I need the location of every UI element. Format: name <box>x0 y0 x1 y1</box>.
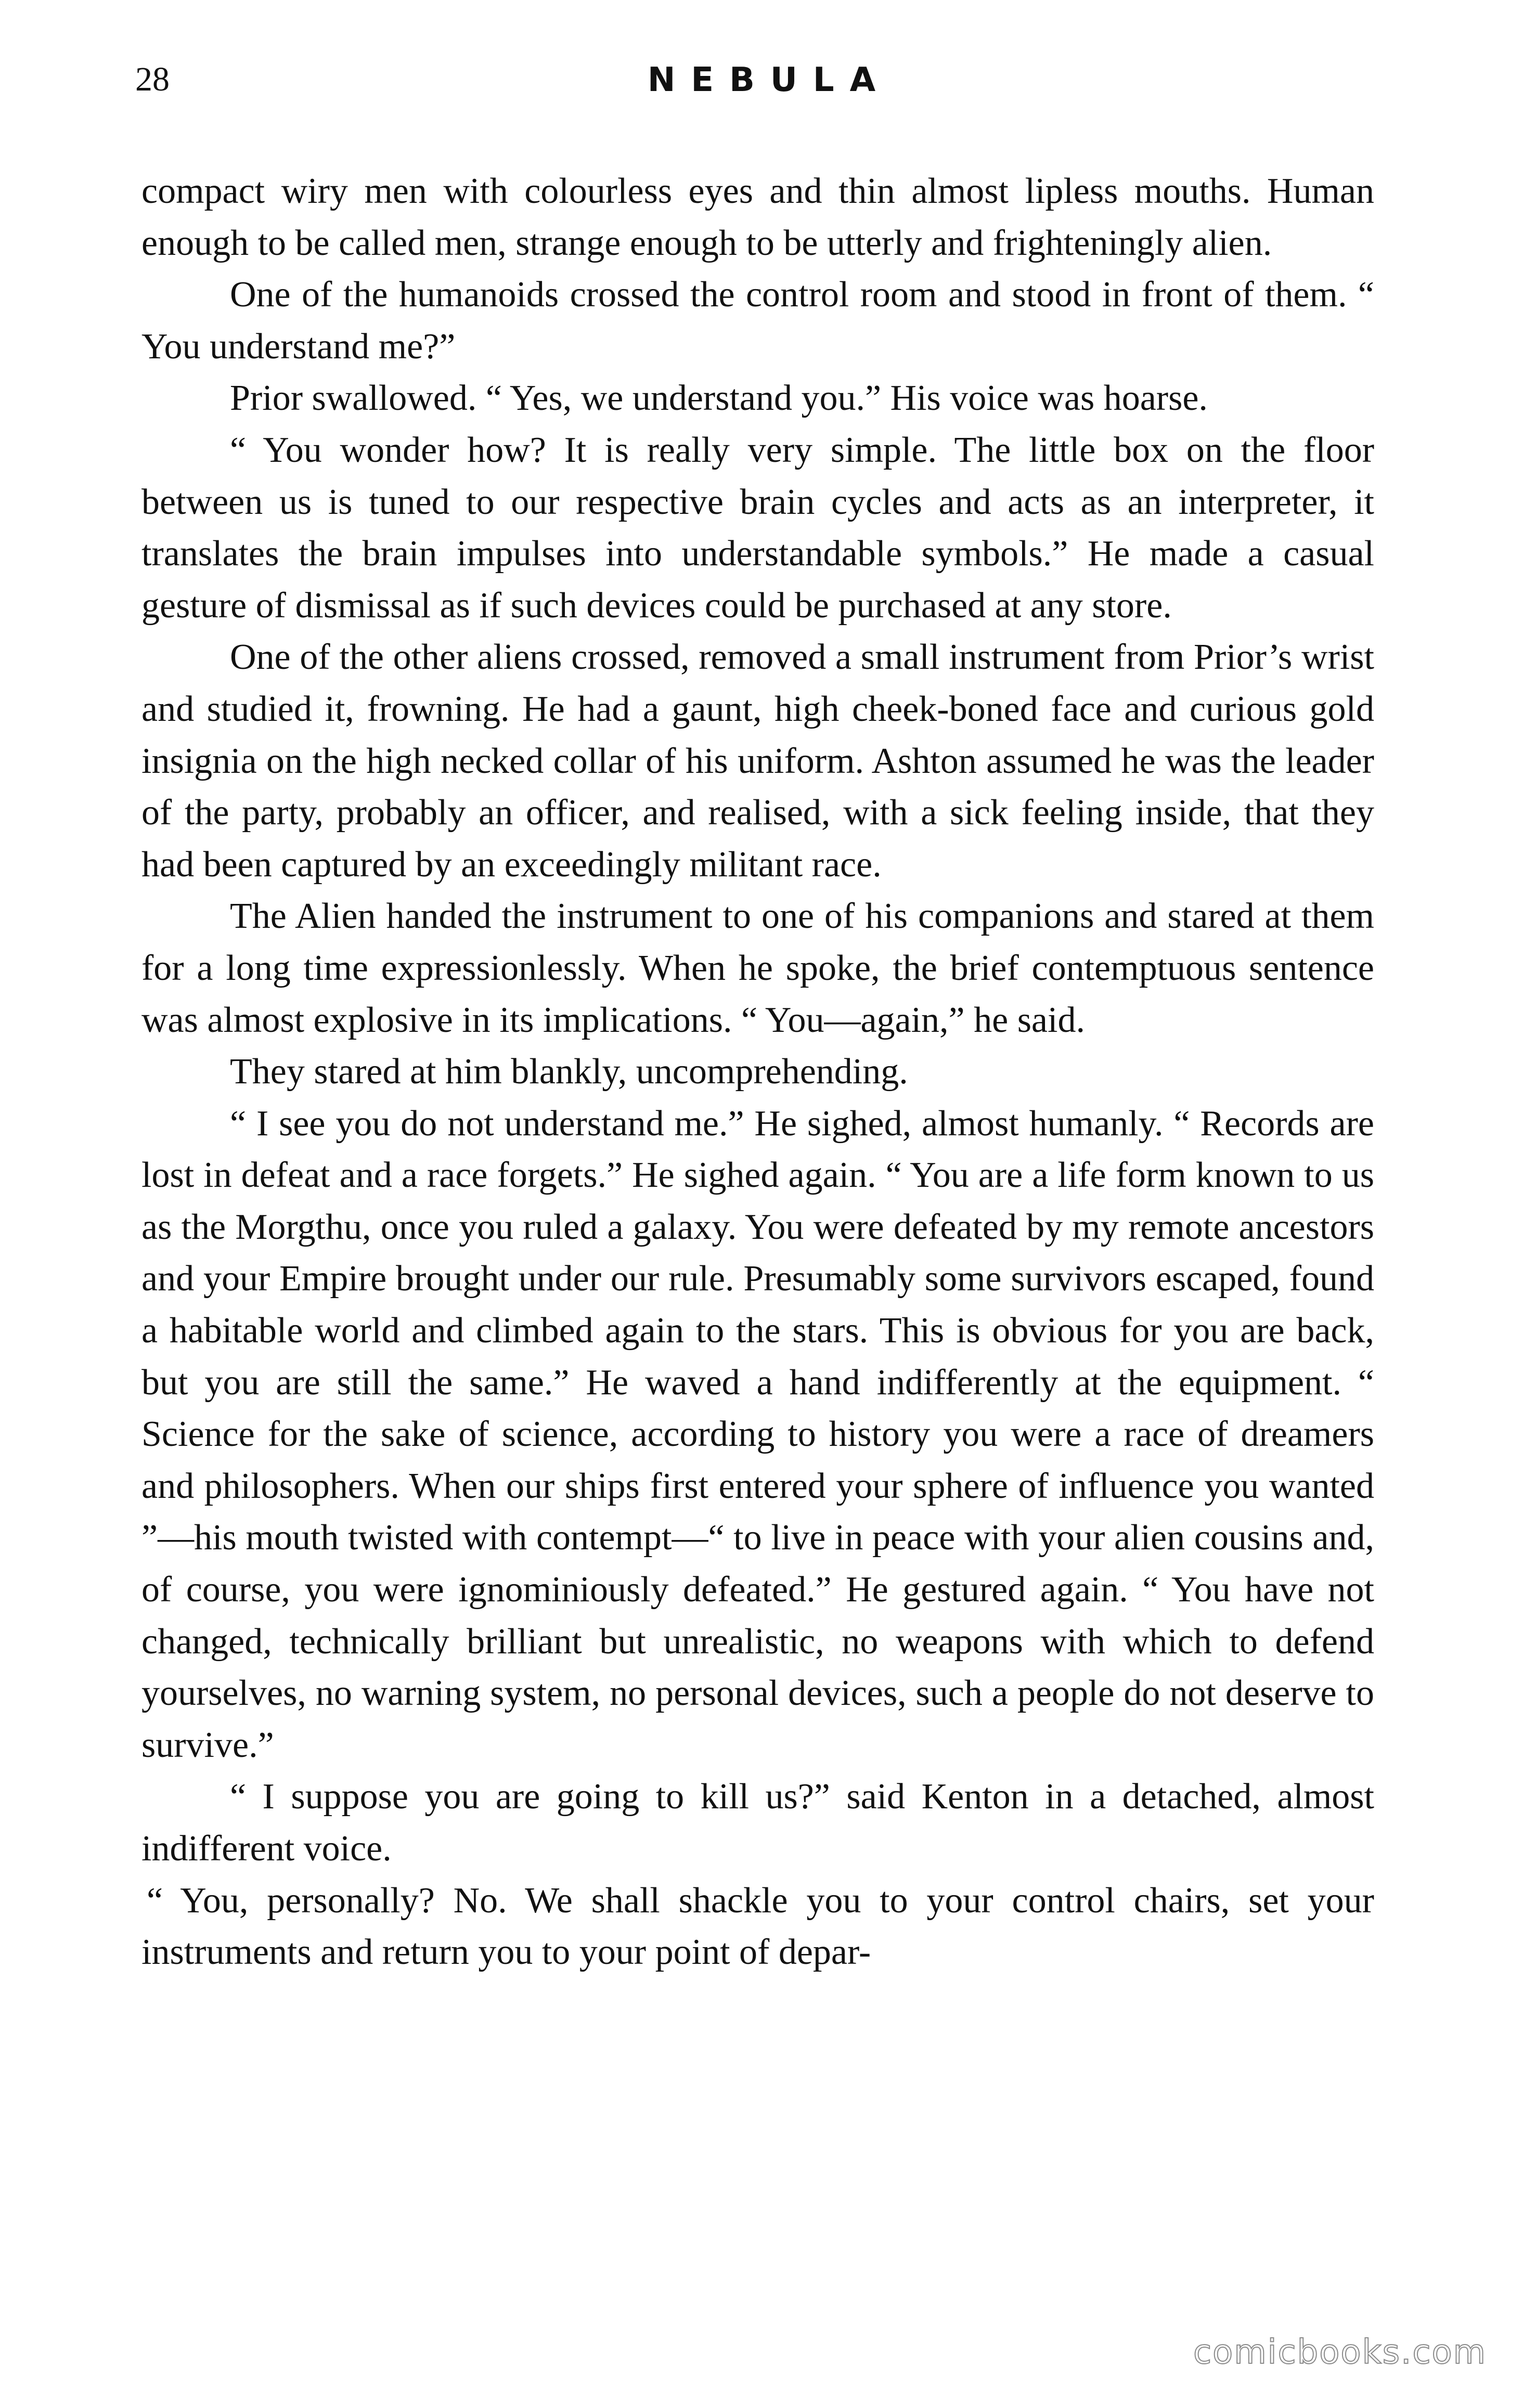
paragraph: One of the other aliens crossed, removed a small instrument from Prior’s wrist and studied it, frowning. He had a gaunt, high cheek-boned face and curious gold insignia on the high necked collar of his uniform. Ashton assumed he was the leader of the party, probably an officer, and realised, with a sick feeling inside, that they had been captured by an exceedingly militant race. <box>141 637 1374 885</box>
paragraph: “ You, personally? No. We shall shackle you to your control chairs, set your instruments and return you to your point of depar- <box>141 1880 1374 1973</box>
body-text <box>141 165 1374 1978</box>
paragraph: One of the humanoids crossed the control room and stood in front of them. “ You understand me?” <box>141 275 1374 367</box>
paragraph: They stared at him blankly, uncomprehending. <box>230 1052 908 1092</box>
paragraph: “ You wonder how? It is really very simple. The little box on the floor between us is tuned to our respective brain cycles and acts as an interpreter, it translates the brain impulses into understandable symbols.” He made a casual gesture of dismissal as if such devices could be purchased at any store. <box>141 430 1374 626</box>
paragraph: “ I suppose you are going to kill us?” said Kenton in a detached, almost indifferent voice. <box>141 1777 1374 1869</box>
watermark: comicbooks.com <box>1193 2333 1487 2372</box>
paragraph: Prior swallowed. “ Yes, we understand you.” His voice was hoarse. <box>230 378 1208 419</box>
page-number: 28 <box>135 60 170 98</box>
paragraph: compact wiry men with colourless eyes and thin almost lipless mouths. Human enough to be called men, strange enough to be utterly and frighteningly alien. <box>141 171 1374 263</box>
paragraph: The Alien handed the instrument to one of his companions and stared at them for a long time expressionlessly. When he spoke, the brief contemptuous sentence was almost explosive in its implications. “ You—again,” he said. <box>141 896 1374 1040</box>
running-title: NEBULA <box>647 61 892 99</box>
paragraph: “ I see you do not understand me.” He sighed, almost humanly. “ Records are lost in defeat and a race forgets.” He sighed again. “ You are a life form known to us as the Morgthu, once you ruled a galaxy. You were defeated by my remote ancestors and your Empire brought under our rule. Presumably some survivors escaped, found a habitable world and climbed again to the stars. This is obvious for you are back, but you are still the same.” He waved a hand indifferently at the equipment. “ Science for the sake of science, according to history you were a race of dreamers and philosophers. When our ships first entered your sphere of influence you wanted ”—his mouth twisted with contempt—“ to live in peace with your alien cousins and, of course, you were ignominiously defeated.” He gestured again. “ You have not changed, technically brilliant but unrealistic, no weapons with which to defend yourselves, no warning system, no personal devices, such a people do not deserve to survive.” <box>141 1103 1374 1765</box>
